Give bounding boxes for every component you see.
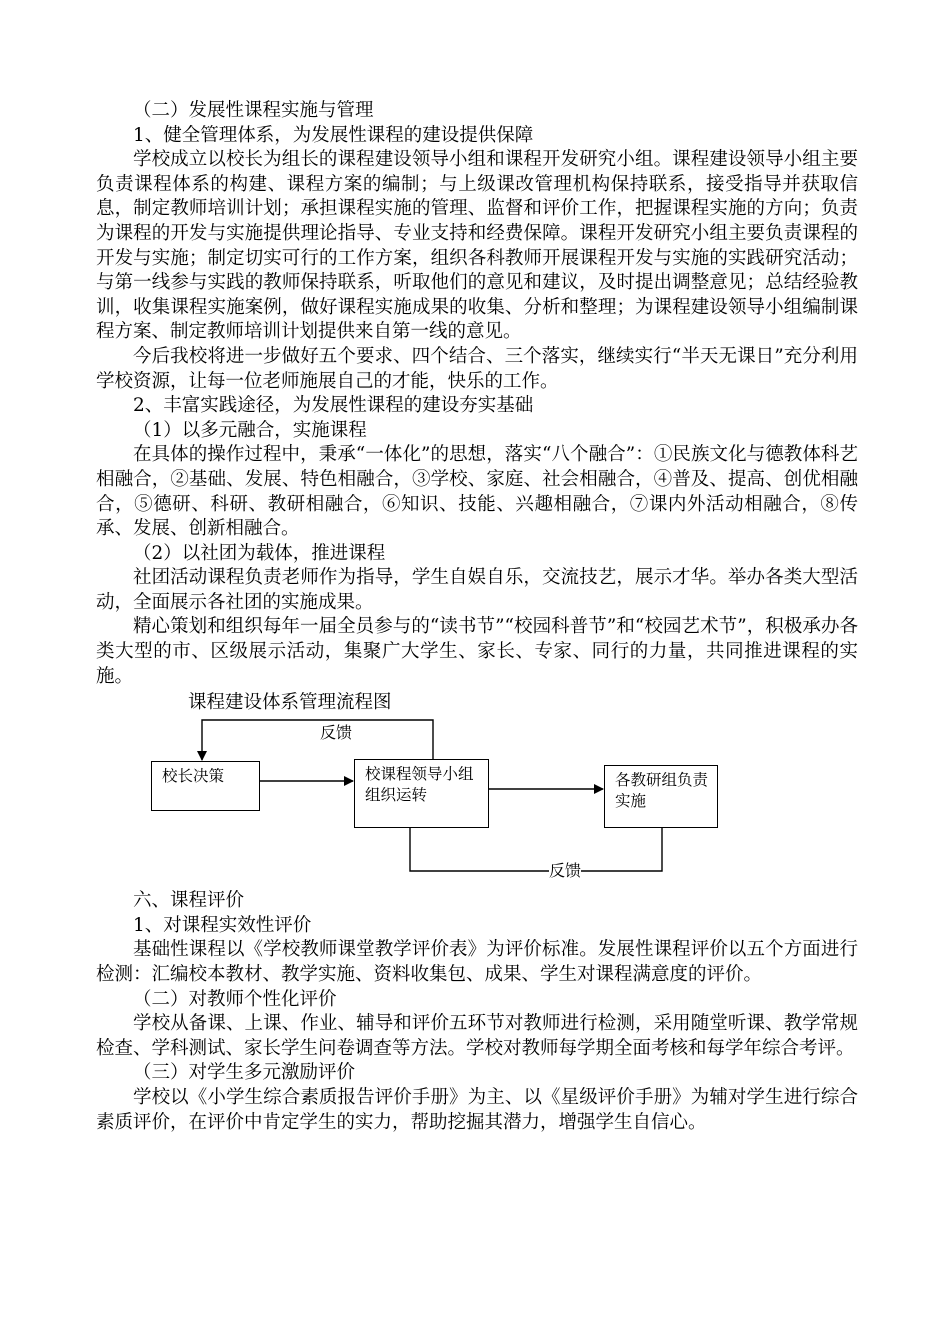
flowchart xyxy=(96,691,858,883)
eval2-heading: （二）对教师个性化评价 xyxy=(133,988,337,1010)
sub2-paragraph-2: 精心策划和组织每年一届全员参与的“读书节”“校园科普节”和“校园艺术节”，积极承办各类大型的市、区级展示活动，集聚广大学生、家长、专家、同行的力量，共同推进课程的实施。 xyxy=(96,616,858,687)
section-heading-development: （二）发展性课程实施与管理 xyxy=(133,100,374,121)
sub1-heading: （1）以多元融合，实施课程 xyxy=(133,419,367,441)
feedback-label-bottom: 反馈 xyxy=(549,861,582,881)
flowchart-title: 课程建设体系管理流程图 xyxy=(188,692,392,714)
feedback-label-top: 反馈 xyxy=(320,723,353,743)
item1-paragraph-2: 今后我校将进一步做好五个要求、四个结合、三个落实，继续实行“半天无课日”充分利用学校资源，让每一位老师施展自己的才能，快乐的工作。 xyxy=(96,345,858,392)
sub2-heading: （2）以社团为载体，推进课程 xyxy=(133,542,386,564)
feedback-loop-top xyxy=(202,720,433,760)
sub2-paragraph-1: 社团活动课程负责老师作为指导，学生自娱自乐，交流技艺，展示才华。举办各类大型活动，全面展示各社团的实施成果。 xyxy=(96,567,858,613)
eval1-paragraph: 基础性课程以《学校教师课堂教学评价表》为评价标准。发展性课程评价以五个方面进行检测：汇编校本教材、教学实施、资料收集包、成果、学生对课程满意度的评价。 xyxy=(96,939,858,986)
eval3-paragraph: 学校以《小学生综合素质报告评价手册》为主、以《星级评价手册》为辅对学生进行综合素质评价，在评价中肯定学生的实力，帮助挖掘其潜力，增强学生自信心。 xyxy=(96,1087,858,1133)
flow-box-course-leadership-group: 校课程领导小组组织运转 xyxy=(354,759,489,828)
document-page xyxy=(96,99,858,1135)
item2-heading: 2、丰富实践途径，为发展性课程的建设夯实基础 xyxy=(133,395,534,417)
feedback-loop-bottom xyxy=(410,828,662,871)
flow-box-principal-decision: 校长决策 xyxy=(151,761,260,811)
item1-heading: 1、健全管理体系，为发展性课程的建设提供保障 xyxy=(133,124,534,146)
flow-box-teaching-groups: 各教研组负责实施 xyxy=(604,765,718,828)
sub1-paragraph: 在具体的操作过程中，秉承“一体化”的思想，落实“八个融合”：①民族文化与德教体科艺相融合，②基础、发展、特色相融合，③学校、家庭、社会相融合，④普及、提高、创优相融合，⑤德研、科研、教研相融合，⑥知识、技能、兴趣相融合，⑦课内外活动相融合，⑧传承、发展、创新相融合。 xyxy=(96,444,858,540)
eval3-heading: （三）对学生多元激励评价 xyxy=(133,1062,356,1084)
section-6-heading: 六、课程评价 xyxy=(133,890,245,912)
eval1-heading: 1、对课程实效性评价 xyxy=(133,914,312,936)
eval2-paragraph: 学校从备课、上课、作业、辅导和评价五环节对教师进行检测，采用随堂听课、教学常规检查、学科测试、家长学生问卷调查等方法。学校对教师每学期全面考核和每学年综合考评。 xyxy=(96,1013,858,1059)
item1-paragraph-1: 学校成立以校长为组长的课程建设领导小组和课程开发研究小组。课程建设领导小组主要负责课程体系的构建、课程方案的编制；与上级课改管理机构保持联系，接受指导并获取信息，制定教师培训计划；承担课程实施的管理、监督和评价工作，把握课程实施的方向；负责为课程的开发与实施提供理论指导、专业支持和经费保障。课程开发研究小组主要负责课程的开发与实施；制定切实可行的工作方案，组织各科教师开展课程开发与实施的实践研究活动；与第一线参与实践的教师保持联系，听取他们的意见和建议，及时提出调整意见；总结经验教训，收集课程实施案例，做好课程实施成果的收集、分析和整理；为课程建设领导小组编制课程方案、制定教师培训计划提供来自第一线的意见。 xyxy=(96,149,858,343)
